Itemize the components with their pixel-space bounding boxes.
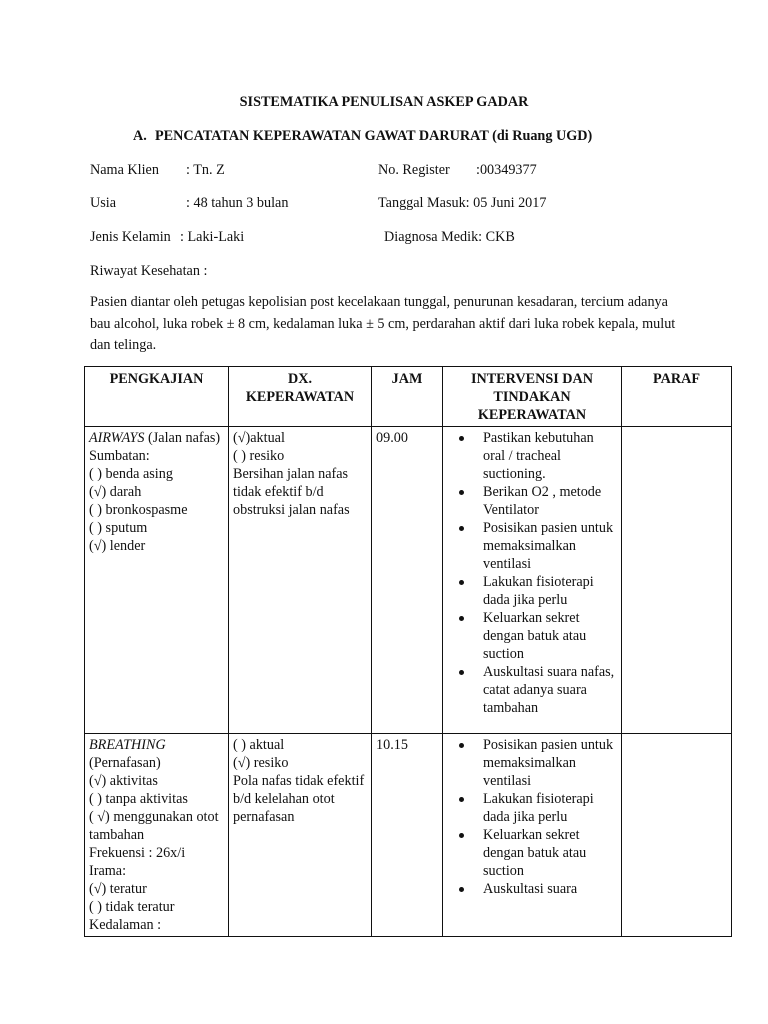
list-item (483, 663, 617, 717)
bullet-icon (459, 797, 464, 802)
assessment-line: ( ) benda asing (89, 466, 173, 482)
assessment-line: ( ) tanpa aktivitas (89, 791, 188, 807)
intervention-text: Auskultasi suara nafas, catat adanya suara tambahan (483, 664, 615, 716)
age-value: : 48 tahun 3 bulan (186, 195, 289, 211)
table-row (85, 734, 732, 937)
list-item (483, 826, 617, 880)
diagnosis-line: (√) resiko (233, 755, 289, 771)
assessment-line: Irama: (89, 863, 127, 879)
age-label: Usia (90, 195, 117, 211)
diagnosis-value: CKB (485, 229, 515, 245)
bullet-icon (459, 526, 464, 531)
table-header-row (85, 367, 732, 427)
assessment-line: (√) darah (89, 484, 142, 500)
section-number: A. (133, 128, 147, 144)
bullet-icon (459, 743, 464, 748)
section-heading (133, 127, 592, 145)
diagnosis-label: Diagnosa Medik: (384, 229, 483, 245)
assessment-title: AIRWAYS (89, 430, 145, 446)
intervention-text: Auskultasi suara (483, 881, 578, 897)
header-signature: PARAF (622, 367, 732, 427)
intervention-list (447, 429, 617, 717)
diagnosis (384, 228, 515, 246)
diagnosis-line: (√)aktual (233, 430, 285, 446)
intervention-text: Keluarkan sekret dengan batuk atau suction (483, 610, 587, 662)
intervention-text: Posisikan pasien untuk memaksimalkan ventilasi (483, 737, 614, 789)
list-item (483, 609, 617, 663)
bullet-icon (459, 887, 464, 892)
intervention-cell (443, 427, 622, 734)
name-value: : Tn. Z (186, 162, 225, 178)
list-item (483, 519, 617, 573)
gender-label: Jenis Kelamin (90, 229, 171, 245)
intervention-text: Berikan O2 , metode Ventilator (483, 484, 602, 518)
assessment-line: ( ) sputum (89, 520, 148, 536)
diagnosis-line: Pola nafas tidak efektif b/d kelelahan otot pernafasan (233, 773, 365, 825)
diagnosis-cell (229, 427, 372, 734)
intervention-list (447, 736, 617, 898)
list-item (483, 736, 617, 790)
list-item (483, 483, 617, 519)
name-label: Nama Klien (90, 162, 159, 178)
table-row (85, 427, 732, 734)
bullet-icon (459, 436, 464, 441)
diagnosis-line: ( ) aktual (233, 737, 285, 753)
header-diagnosis: DX. KEPERAWATAN (229, 367, 372, 427)
signature-cell[interactable] (622, 427, 732, 734)
time-cell: 09.00 (372, 427, 443, 734)
assessment-line: (√) teratur (89, 881, 147, 897)
diagnosis-line: Bersihan jalan nafas tidak efektif b/d obstruksi jalan nafas (233, 466, 350, 518)
bullet-icon (459, 490, 464, 495)
signature-cell[interactable] (622, 734, 732, 937)
intervention-text: Pastikan kebutuhan oral / tracheal suctioning. (483, 430, 594, 482)
diagnosis-line: ( ) resiko (233, 448, 285, 464)
list-item (483, 573, 617, 609)
history-label: Riwayat Kesehatan : (90, 263, 208, 279)
assessment-line: Kedalaman : (89, 917, 162, 933)
assessment-title: BREATHING (89, 737, 166, 753)
assessment-line: (Jalan nafas) Sumbatan: (89, 430, 221, 464)
header-time: JAM (372, 367, 443, 427)
diagnosis-cell (229, 734, 372, 937)
section-title: PENCATATAN KEPERAWATAN GAWAT DARURAT (di Ruang UGD) (155, 128, 593, 144)
assessment-line: (√) lender (89, 538, 146, 554)
admission-label: Tanggal Masuk: (378, 195, 470, 211)
header-assessment: PENGKAJIAN (85, 367, 229, 427)
bullet-icon (459, 833, 464, 838)
assessment-line: (√) aktivitas (89, 773, 158, 789)
bullet-icon (459, 616, 464, 621)
intervention-text: Lakukan fisioterapi dada jika perlu (483, 791, 594, 825)
assessment-cell (85, 734, 229, 937)
intervention-text: Lakukan fisioterapi dada jika perlu (483, 574, 594, 608)
register-value: :00349377 (476, 162, 537, 178)
assessment-line: ( ) tidak teratur (89, 899, 175, 915)
list-item (483, 790, 617, 826)
admission-date (378, 194, 546, 212)
admission-value: 05 Juni 2017 (473, 195, 547, 211)
register-label: No. Register (378, 162, 450, 178)
nursing-record-table (84, 366, 732, 937)
assessment-line: (Pernafasan) (89, 755, 161, 771)
document-title: SISTEMATIKA PENULISAN ASKEP GADAR (239, 94, 529, 110)
assessment-line: ( ) bronkospasme (89, 502, 188, 518)
assessment-line: Frekuensi : 26x/i (89, 845, 186, 861)
intervention-text: Keluarkan sekret dengan batuk atau suction (483, 827, 587, 879)
time-cell: 10.15 (372, 734, 443, 937)
intervention-cell (443, 734, 622, 937)
bullet-icon (459, 580, 464, 585)
gender-value: : Laki-Laki (180, 229, 245, 245)
list-item (483, 880, 617, 898)
header-intervention: INTERVENSI DAN TINDAKAN KEPERAWATAN (443, 367, 622, 427)
assessment-line: ( √) menggunakan otot tambahan (89, 809, 219, 843)
bullet-icon (459, 670, 464, 675)
intervention-text: Posisikan pasien untuk memaksimalkan ventilasi (483, 520, 614, 572)
list-item (483, 429, 617, 483)
history-text: Pasien diantar oleh petugas kepolisian post kecelakaan tunggal, penurunan kesadaran, tercium adanya bau alcohol, luka robek ± 8 cm, kedalaman luka ± 5 cm, perdarahan aktif dari luka robek kepala, mulut dan telinga. (90, 294, 676, 353)
assessment-cell (85, 427, 229, 734)
